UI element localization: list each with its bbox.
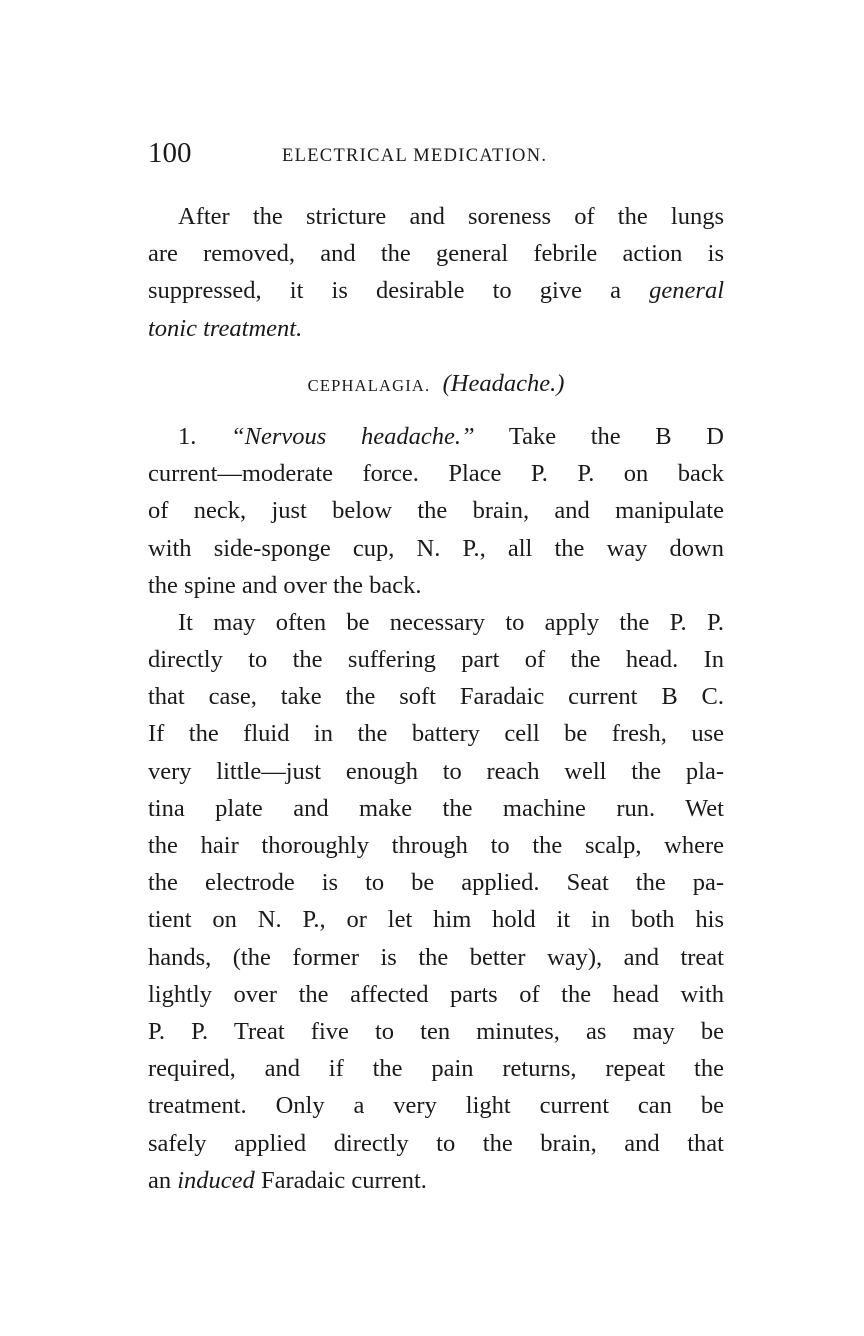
paragraph-tonic-treatment [148, 198, 724, 347]
text-line: treatment. Only a very light current can be [148, 1092, 724, 1120]
italic-text: “Nervous headache.” [231, 422, 475, 450]
text-line: hands, (the former is the better way), and treat [148, 943, 724, 971]
running-title: ELECTRICAL MEDICATION. [282, 146, 548, 166]
running-head [148, 136, 724, 176]
heading-subtitle: (Headache.) [442, 369, 565, 397]
text-line: directly to the suffering part of the head. In [148, 646, 724, 674]
italic-text: tonic treatment. [148, 314, 303, 342]
text-line: suppressed, it is desirable to give a general [148, 277, 725, 305]
text-line: If the fluid in the battery cell be fresh, use [148, 720, 724, 748]
italic-text: general [649, 277, 725, 305]
text-line: very little—just enough to reach well the pla- [148, 757, 724, 785]
text-line: current—moderate force. Place P. P. on back [148, 460, 724, 488]
text-line: safely applied directly to the brain, and that [148, 1129, 724, 1157]
heading-title: CEPHALAGIA. [307, 375, 431, 395]
text-line: the spine and over the back. [148, 571, 422, 599]
text-line: with side-sponge cup, N. P., all the way down [148, 534, 724, 562]
text-line: 1. “Nervous headache.” Take the B D [178, 422, 724, 450]
italic-text: induced [177, 1166, 255, 1194]
text-line: lightly over the affected parts of the head with [148, 980, 724, 1008]
page-number: 100 [148, 137, 192, 169]
text-line: It may often be necessary to apply the P. P. [178, 608, 724, 636]
text-line: tient on N. P., or let him hold it in both his [148, 906, 724, 934]
section-heading [148, 365, 724, 402]
text-line: are removed, and the general febrile action is [148, 240, 724, 268]
paragraph-nervous-headache [148, 418, 724, 604]
text-line: tina plate and make the machine run. Wet [148, 794, 724, 822]
text-line: required, and if the pain returns, repeat the [148, 1055, 724, 1083]
paragraph-direct-application [148, 604, 724, 1199]
text-line: the electrode is to be applied. Seat the pa- [148, 869, 724, 897]
text-line: an induced Faradaic current. [148, 1166, 427, 1194]
text-line [148, 310, 724, 347]
text-line: the hair thoroughly through to the scalp, where [148, 832, 724, 859]
book-page [148, 136, 724, 1199]
text-line: of neck, just below the brain, and manipulate [148, 497, 724, 525]
text-line: that case, take the soft Faradaic current B C. [148, 683, 724, 711]
text-line: After the stricture and soreness of the lungs [178, 203, 724, 230]
text-line: P. P. Treat five to ten minutes, as may be [148, 1017, 724, 1045]
